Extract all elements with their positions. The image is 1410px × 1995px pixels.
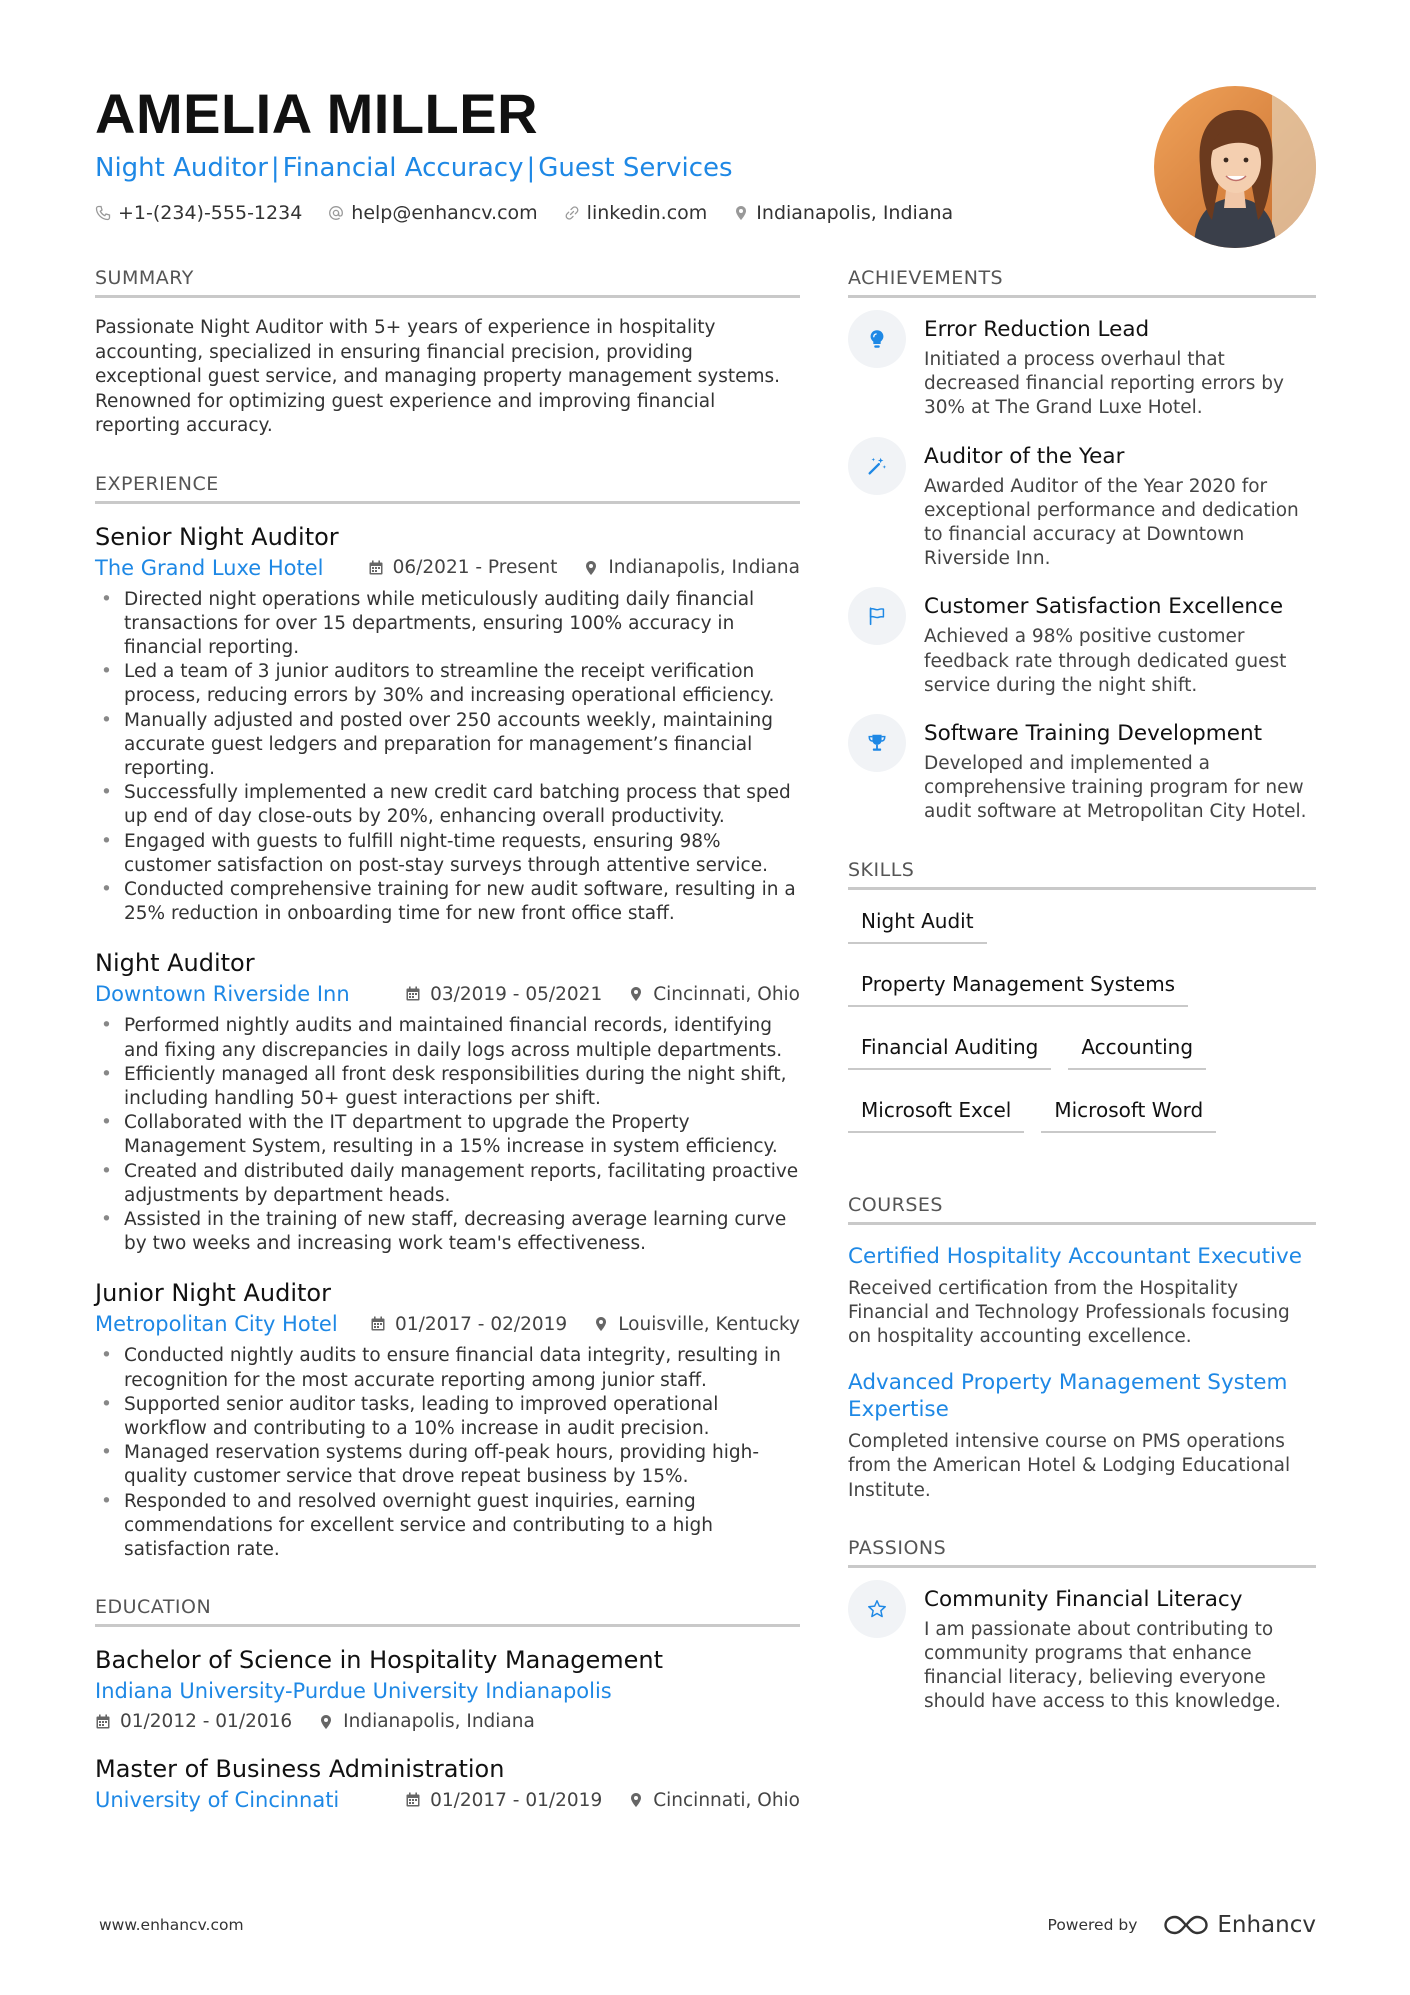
location-pin-icon [628, 986, 644, 1002]
degree-title: Bachelor of Science in Hospitality Management [95, 1646, 664, 1675]
achievement-item [848, 593, 1316, 698]
footer-url[interactable]: www.enhancv.com [99, 1916, 244, 1934]
list-item: • Directed night operations while meticulously auditing daily financial transactions for over 15 departments, ensuring 100% accuracy in financial reporting. [95, 588, 800, 661]
list-item: • Engaged with guests to fulfill night-time requests, ensuring 98% customer satisfaction on post-stay surveys through attentive service. [95, 830, 800, 878]
date-range: 03/2019 - 05/2021 [430, 983, 603, 1005]
section-title: PASSIONS [848, 1537, 1316, 1568]
achievement-body [924, 720, 1316, 825]
section-title: COURSES [848, 1194, 1316, 1225]
skill-tag: Microsoft Excel [848, 1097, 1024, 1133]
calendar-icon [405, 1792, 421, 1808]
job-location [583, 557, 800, 578]
lightbulb-icon [848, 310, 906, 368]
passions-section [848, 1537, 1316, 1715]
list-item: • Conducted comprehensive training for new audit software, resulting in a 25% reduction in onboarding time for new front office staff. [95, 878, 800, 926]
education-entry [95, 1645, 800, 1732]
list-item: • Efficiently managed all front desk responsibilities during the night shift, including handling 50+ guest interactions per shift. [95, 1063, 800, 1111]
left-column [95, 267, 800, 1846]
location-text: Cincinnati, Ohio [653, 983, 800, 1005]
skill-tag: Accounting [1068, 1034, 1206, 1070]
location-pin-icon [583, 560, 599, 576]
company-name[interactable]: Metropolitan City Hotel [95, 1312, 338, 1337]
skill-tag: Financial Auditing [848, 1034, 1051, 1070]
course-title[interactable]: Certified Hospitality Accountant Executive [848, 1243, 1302, 1269]
section-title: ACHIEVEMENTS [848, 267, 1316, 298]
job-meta-right [344, 1314, 800, 1335]
course-desc: Received certification from the Hospitality Financial and Technology Professionals focusing on hospitality accounting excellence. [848, 1277, 1290, 1348]
calendar-icon [368, 560, 384, 576]
courses-section [848, 1194, 1316, 1503]
contact-linkedin[interactable] [564, 202, 708, 224]
calendar-icon [370, 1316, 386, 1332]
date-range: 01/2012 - 01/2016 [120, 1711, 293, 1733]
passion-body [924, 1586, 1316, 1715]
location-pin-icon [593, 1316, 609, 1332]
date-range: 01/2017 - 01/2019 [430, 1789, 603, 1811]
achievement-item [848, 443, 1316, 572]
job-meta-right [342, 557, 800, 578]
at-sign-icon [328, 205, 344, 221]
course-desc: Completed intensive course on PMS operations from the American Hotel & Lodging Educational Institute. [848, 1431, 1291, 1501]
course-item [848, 1243, 1316, 1350]
school-name[interactable]: University of Cincinnati [95, 1788, 340, 1813]
job-bullets [95, 588, 800, 927]
achievement-item [848, 316, 1316, 421]
achievement-body [924, 443, 1316, 572]
course-title[interactable]: Advanced Property Management System Expertise [848, 1370, 1288, 1423]
footer-branding [1048, 1912, 1316, 1938]
section-title: SUMMARY [95, 267, 800, 298]
page-footer [99, 1912, 1316, 1938]
achievement-desc: Achieved a 98% positive customer feedback rate through dedicated guest service during the night shift. [924, 626, 1287, 696]
list-item: • Successfully implemented a new credit card batching process that sped up end of day close-outs by 20%, enhancing overall productivity. [95, 781, 800, 829]
candidate-name: AMELIA MILLER [95, 82, 539, 145]
list-item: • Conducted nightly audits to ensure financial data integrity, resulting in recognition for the most accurate reporting among junior staff. [95, 1344, 800, 1392]
job-dates [405, 984, 602, 1005]
location-text: Cincinnati, Ohio [653, 1789, 800, 1811]
brand-logo[interactable] [1163, 1912, 1316, 1938]
skill-tag: Night Audit [848, 908, 987, 944]
link-icon [564, 205, 580, 221]
job-entry [95, 522, 800, 927]
headline-separator: | [526, 153, 536, 183]
linkedin-url: linkedin.com [586, 202, 708, 224]
phone-icon [95, 205, 111, 221]
achievement-title: Error Reduction Lead [924, 317, 1150, 342]
location-text: Louisville, Kentucky [618, 1313, 800, 1335]
flag-icon [848, 587, 906, 645]
school-name[interactable]: Indiana University-Purdue University Indianapolis [95, 1679, 612, 1704]
experience-section [95, 473, 800, 1563]
education-location [318, 1711, 535, 1732]
list-item: • Managed reservation systems during off-peak hours, providing high-quality customer service that drove repeat business by 15%. [95, 1441, 800, 1489]
list-item: • Led a team of 3 junior auditors to streamline the receipt verification process, reducing errors by 30% and increasing operational efficiency. [95, 660, 800, 708]
passion-title: Community Financial Literacy [924, 1586, 1243, 1612]
resume-header [95, 82, 1316, 267]
date-range: 06/2021 - Present [392, 557, 558, 578]
job-title: Senior Night Auditor [95, 522, 339, 551]
section-title: EXPERIENCE [95, 473, 800, 504]
achievement-body [924, 593, 1316, 698]
contact-email[interactable] [328, 202, 537, 224]
headline-skill-1: Financial Accuracy [282, 153, 524, 183]
job-meta [95, 1312, 800, 1336]
job-dates [368, 557, 558, 578]
skill-list [848, 908, 1316, 1160]
passion-desc: I am passionate about contributing to community programs that enhance financial literacy, believing everyone should have access to this knowledge. [924, 1618, 1281, 1713]
job-bullets [95, 1014, 800, 1256]
list-item: • Collaborated with the IT department to upgrade the Property Management System, resulting in a 15% increase in system efficiency. [95, 1111, 800, 1159]
enhancv-logo-icon [1163, 1913, 1209, 1937]
list-item: • Assisted in the training of new staff, decreasing average learning curve by two weeks and increasing work team's effectiveness. [95, 1208, 800, 1256]
avatar [1154, 86, 1316, 248]
degree-title: Master of Business Administration [95, 1755, 505, 1784]
achievements-section [848, 267, 1316, 825]
job-meta-right [379, 984, 800, 1005]
location-pin-icon [628, 1792, 644, 1808]
email-address: help@enhancv.com [351, 202, 538, 224]
achievement-desc: Awarded Auditor of the Year 2020 for exceptional performance and dedication to financial accuracy at Downtown Riverside Inn. [924, 475, 1299, 570]
headline-separator: | [270, 153, 280, 183]
brand-name: Enhancv [1217, 1912, 1316, 1938]
list-item: • Created and distributed daily management reports, facilitating proactive adjustments by department heads. [95, 1160, 800, 1208]
achievement-body [924, 316, 1316, 421]
section-title: SKILLS [848, 859, 1316, 890]
location-pin-icon [318, 1714, 334, 1730]
powered-by-text: Powered by [1047, 1916, 1138, 1934]
job-entry [95, 948, 800, 1256]
course-item [848, 1369, 1316, 1503]
job-meta [95, 556, 800, 580]
resume-columns [95, 267, 1316, 1846]
achievement-title: Auditor of the Year [924, 443, 1125, 469]
calendar-icon [405, 986, 421, 1002]
job-entry [95, 1278, 800, 1562]
trophy-icon [848, 714, 906, 772]
job-location [628, 984, 800, 1005]
list-item: • Manually adjusted and posted over 250 accounts weekly, maintaining accurate guest ledgers and preparation for management’s financial reporting. [95, 709, 800, 782]
job-location [593, 1314, 800, 1335]
skill-tag: Microsoft Word [1041, 1097, 1216, 1133]
education-meta-right [379, 1790, 800, 1811]
job-title: Junior Night Auditor [95, 1279, 331, 1308]
magic-wand-icon [848, 437, 906, 495]
list-item: • Performed nightly audits and maintained financial records, identifying and fixing any discrepancies in daily logs across multiple departments. [95, 1014, 800, 1062]
contact-info [95, 202, 1316, 224]
achievement-item [848, 720, 1316, 825]
skill-tag: Property Management Systems [848, 971, 1188, 1007]
education-dates [95, 1711, 292, 1732]
education-dates [405, 1790, 602, 1811]
date-range: 01/2017 - 02/2019 [395, 1313, 568, 1335]
education-meta [95, 1788, 800, 1812]
company-name[interactable]: The Grand Luxe Hotel [95, 555, 324, 580]
section-title: EDUCATION [95, 1596, 800, 1627]
phone-number: +1-(234)-555-1234 [118, 202, 303, 224]
education-meta [95, 1711, 800, 1732]
skills-section [848, 859, 1316, 1160]
contact-location [733, 202, 953, 224]
education-entry [95, 1754, 800, 1812]
passion-item [848, 1586, 1316, 1715]
achievement-desc: Developed and implemented a comprehensive training program for new audit software at Metropolitan City Hotel. [924, 753, 1307, 823]
headline [95, 152, 1316, 184]
contact-phone[interactable] [95, 202, 302, 224]
job-meta [95, 982, 800, 1006]
calendar-icon [95, 1714, 111, 1730]
list-item: • Responded to and resolved overnight guest inquiries, earning commendations for excellent service and contributing to a high satisfaction rate. [95, 1490, 800, 1563]
job-bullets [95, 1344, 800, 1562]
education-location [628, 1790, 800, 1811]
summary-text: Passionate Night Auditor with 5+ years of experience in hospitality accounting, specialized in ensuring financial precision, providing exceptional guest service, and managing property management systems. Renowned for optimizing guest experience and improving financial reporting accuracy. [95, 317, 781, 436]
location-text: Indianapolis, Indiana [608, 557, 800, 578]
right-column [848, 267, 1316, 1846]
location-text: Indianapolis, Indiana [756, 202, 954, 224]
location-text: Indianapolis, Indiana [343, 1711, 535, 1733]
achievement-desc: Initiated a process overhaul that decreased financial reporting errors by 30% at The Grand Luxe Hotel. [924, 349, 1284, 419]
summary-section [95, 267, 800, 439]
education-section [95, 1596, 800, 1812]
achievement-title: Customer Satisfaction Excellence [924, 594, 1284, 620]
list-item: • Supported senior auditor tasks, leading to improved operational workflow and contributing to a 10% increase in audit precision. [95, 1393, 800, 1441]
job-dates [370, 1314, 567, 1335]
headline-role: Night Auditor [95, 153, 268, 183]
location-pin-icon [733, 205, 749, 221]
achievement-title: Software Training Development [924, 721, 1263, 747]
headline-skill-2: Guest Services [538, 153, 733, 183]
star-icon [848, 1580, 906, 1638]
job-title: Night Auditor [95, 949, 255, 978]
company-name[interactable]: Downtown Riverside Inn [95, 982, 350, 1007]
